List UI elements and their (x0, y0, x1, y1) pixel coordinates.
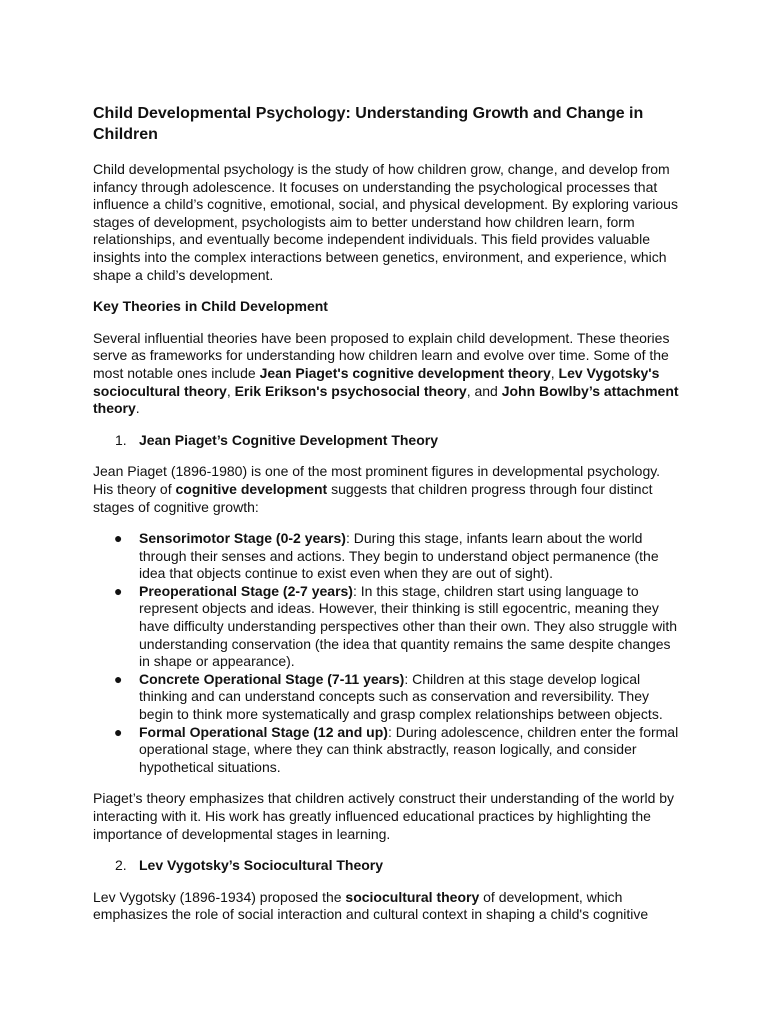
stage-description: : During this stage, infants learn about the world through their senses and actions. They begin to understand object permanence (the idea that objects continue to exist even when they are out of sight). (139, 530, 659, 582)
vygotsky-intro-text: Lev Vygotsky (1896-1934) proposed the (93, 888, 346, 905)
bullet-icon: ● (114, 670, 123, 687)
piaget-stage-list (93, 530, 683, 776)
sentence-end: . (135, 400, 140, 417)
separator: , (550, 364, 559, 381)
list-number: 2. (115, 857, 127, 874)
vygotsky-heading (93, 857, 683, 875)
vygotsky-heading-title: Lev Vygotsky’s Sociocultural Theory (139, 857, 384, 874)
theory-bowlby: John Bowlby’s attachment theory (93, 382, 679, 417)
piaget-intro-text: Jean Piaget (1896-1980) is one of the most prominent figures in developmental psychology. His theory of (93, 463, 661, 497)
list-item (93, 724, 683, 777)
stage-description: : In this stage, children start using language to represent objects and ideas. However, their thinking is still egocentric, meaning they have difficulty understanding perspectives other than their own. They also struggle with understanding conservation (the idea that quantity remains the same despite changes in shape or appearance). (139, 582, 678, 670)
document-page (93, 103, 683, 938)
stage-description: : During adolescence, children enter the formal operational stage, where they can think abstractly, reason logically, and consider hypothetical situations. (139, 723, 679, 775)
intro-paragraph: Child developmental psychology is the study of how children grow, change, and develop from infancy through adolescence. It focuses on understanding the psychological processes that influence a child’s cognitive, emotional, social, and physical development. By exploring various stages of development, psychologists aim to better understand how children learn, form relationships, and eventually become independent individuals. This field provides valuable insights into the complex interactions between genetics, environment, and experience, which shape a child’s development. (93, 161, 678, 283)
stage-description: : Children at this stage develop logical thinking and can understand concepts such as conservation and reversibility. They begin to think more systematically and grasp complex relationships between objects. (139, 670, 663, 723)
separator: , and (466, 382, 502, 399)
bullet-icon: ● (114, 530, 123, 547)
list-item (93, 530, 683, 583)
stage-name: Formal Operational Stage (12 and up) (139, 723, 388, 740)
piaget-heading (93, 432, 683, 450)
list-item (93, 671, 683, 724)
stage-name: Concrete Operational Stage (7-11 years) (139, 670, 405, 687)
list-item (93, 583, 683, 671)
theory-vygotsky: Lev Vygotsky's sociocultural theory (93, 364, 660, 399)
key-theories-paragraph (93, 330, 683, 418)
document-title: Child Developmental Psychology: Understanding Growth and Change in Children (93, 105, 644, 143)
key-theories-text: Several influential theories have been proposed to explain child development. These theories serve as frameworks for understanding how children learn and evolve over time. Some of the most notable ones include (93, 329, 670, 381)
key-theories-heading: Key Theories in Child Development (93, 298, 328, 315)
stage-name: Sensorimotor Stage (0-2 years) (139, 530, 346, 547)
vygotsky-intro-bold: sociocultural theory (345, 888, 480, 905)
vygotsky-intro-paragraph (93, 889, 683, 924)
vygotsky-intro-text-end: of development, which emphasizes the role of social interaction and cultural context in shaping a child's cognitive (93, 888, 649, 923)
theory-erikson: Erik Erikson's psychosocial theory (234, 382, 467, 399)
piaget-intro-text-end: suggests that children progress through four distinct stages of cognitive growth: (93, 480, 653, 515)
theory-piaget: Jean Piaget's cognitive development theory (259, 364, 551, 381)
piaget-conclusion-paragraph: Piaget’s theory emphasizes that children actively construct their understanding of the world by interacting with it. His work has greatly influenced educational practices by highlighting the importance of developmental stages in learning. (93, 790, 675, 842)
list-number: 1. (115, 431, 127, 448)
stage-name: Preoperational Stage (2-7 years) (139, 582, 353, 599)
bullet-icon: ● (114, 723, 123, 740)
piaget-intro-paragraph (93, 463, 683, 516)
piaget-heading-title: Jean Piaget’s Cognitive Development Theory (139, 431, 439, 448)
separator: , (226, 382, 235, 399)
piaget-intro-bold: cognitive development (175, 480, 328, 497)
bullet-icon: ● (114, 582, 123, 599)
